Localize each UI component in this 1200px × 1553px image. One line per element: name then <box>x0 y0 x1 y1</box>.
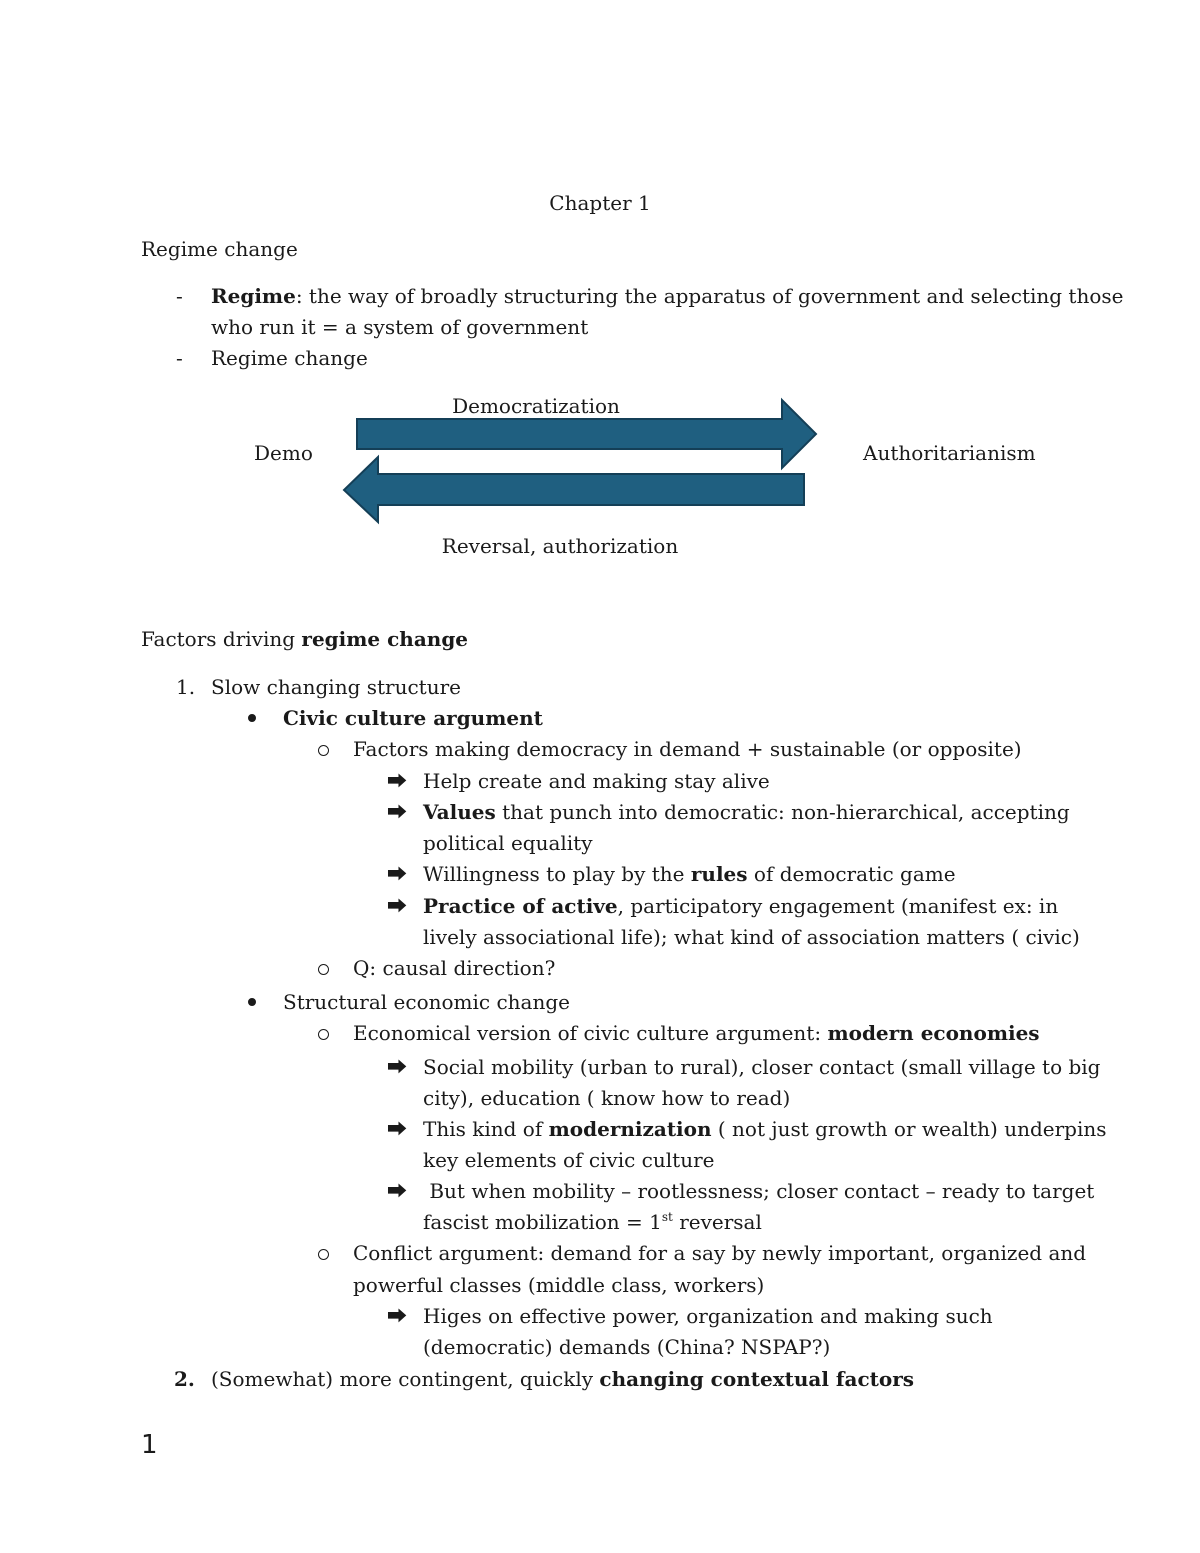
arrow-bullet-icon: ⮕ <box>387 1304 407 1328</box>
modernization-text-pre: This kind of <box>423 1117 549 1141</box>
page-title: Chapter 1 <box>549 191 651 215</box>
economical-version-item <box>353 1023 1040 1043</box>
arrow-bullet-icon: ⮕ <box>387 800 407 824</box>
practice-text: , participatory engagement (manifest ex: in <box>617 894 1059 918</box>
page-number: 1 <box>141 1430 158 1460</box>
heading-plain-text: Factors driving <box>141 627 302 651</box>
regime-definition-line2: who run it = a system of government <box>211 315 589 339</box>
structural-arrow-item-3-line2 <box>423 1212 762 1232</box>
arrow-bullet-icon: ⮕ <box>387 769 407 793</box>
label-authoritarianism: Authoritarianism <box>863 441 1036 465</box>
arrow-bullet-icon: ⮕ <box>387 1055 407 1079</box>
causal-direction-item: Q: causal direction? <box>353 956 556 980</box>
civic-arrow-item-2-line1 <box>423 802 1070 822</box>
contingent-text: (Somewhat) more contingent, quickly <box>211 1367 600 1391</box>
label-demo: Demo <box>254 441 313 465</box>
bullet-dot <box>248 998 256 1006</box>
civic-arrow-item-4-line1 <box>423 896 1058 916</box>
modernization-text-post: ( not just growth or wealth) underpins <box>711 1117 1107 1141</box>
structural-arrow-item-2-line1 <box>423 1119 1107 1139</box>
list-item-contingent <box>211 1369 914 1389</box>
section-heading-factors <box>141 629 468 649</box>
economical-text: Economical version of civic culture argument: <box>353 1021 828 1045</box>
civic-factors-item: Factors making democracy in demand + sustainable (or opposite) <box>353 737 1022 761</box>
rules-text-pre: Willingness to play by the <box>423 862 691 886</box>
civic-arrow-item-3 <box>423 864 956 884</box>
term-regime: Regime <box>211 284 296 308</box>
structural-change-heading: Structural economic change <box>283 990 570 1014</box>
structural-arrow-item-3-line1: But when mobility – rootlessness; closer contact – ready to target <box>423 1179 1095 1203</box>
bullet-circle <box>318 964 329 975</box>
conflict-argument-line2: powerful classes (middle class, workers) <box>353 1273 765 1297</box>
term-practice-of-active: Practice of active <box>423 894 618 918</box>
list-number-1: 1. <box>176 675 196 699</box>
structural-arrow-item-2-line2: key elements of civic culture <box>423 1148 715 1172</box>
dash-bullet: - <box>176 284 183 308</box>
section-heading-regime-change: Regime change <box>141 237 298 261</box>
civic-arrow-item-2-line2: political equality <box>423 831 593 855</box>
civic-arrow-item-1: Help create and making stay alive <box>423 769 770 793</box>
structural-arrow-item-1-line2: city), education ( know how to read) <box>423 1086 791 1110</box>
civic-arrow-item-4-line2: lively associational life); what kind of association matters ( civic) <box>423 925 1080 949</box>
dash-bullet: - <box>176 346 183 370</box>
definition-text: : the way of broadly structuring the apparatus of government and selecting those <box>295 284 1124 308</box>
values-text: that punch into democratic: non-hierarchical, accepting <box>495 800 1070 824</box>
term-modern-economies: modern economies <box>827 1021 1040 1045</box>
label-reversal: Reversal, authorization <box>441 534 679 558</box>
bullet-circle <box>318 745 329 756</box>
civic-culture-heading <box>283 708 543 728</box>
arrow-bullet-icon: ⮕ <box>387 862 407 886</box>
conflict-arrow-item-line1: Higes on effective power, organization and making such <box>423 1304 993 1328</box>
bullet-circle <box>318 1029 329 1040</box>
term-modernization: modernization <box>548 1117 712 1141</box>
arrow-bullet-icon: ⮕ <box>387 894 407 918</box>
term-changing-contextual-factors: changing contextual factors <box>599 1367 915 1391</box>
regime-change-diagram <box>0 0 1200 560</box>
conflict-argument-line1: Conflict argument: demand for a say by newly important, organized and <box>353 1241 1087 1265</box>
conflict-arrow-item-line2: (democratic) demands (China? NSPAP?) <box>423 1335 831 1359</box>
term-rules: rules <box>690 862 748 886</box>
label-democratization: Democratization <box>452 394 620 418</box>
fascist-text: fascist mobilization = 1 <box>423 1210 662 1234</box>
arrow-bullet-icon: ⮕ <box>387 1117 407 1141</box>
bullet-circle <box>318 1249 329 1260</box>
structural-arrow-item-1-line1: Social mobility (urban to rural), closer contact (small village to big <box>423 1055 1101 1079</box>
arrow-bullet-icon: ⮕ <box>387 1179 407 1203</box>
list-item-regime-change: Regime change <box>211 346 368 370</box>
reversal-text: reversal <box>672 1210 762 1234</box>
list-item-slow-changing: Slow changing structure <box>211 675 461 699</box>
heading-bold-text: regime change <box>301 627 469 651</box>
civic-culture-title: Civic culture argument <box>283 706 543 730</box>
list-number-2: 2. <box>174 1367 195 1391</box>
ordinal-suffix: st <box>661 1210 673 1224</box>
term-values: Values <box>423 800 496 824</box>
rules-text-post: of democratic game <box>747 862 956 886</box>
bullet-dot <box>248 714 256 722</box>
reversal-arrow <box>344 457 804 522</box>
